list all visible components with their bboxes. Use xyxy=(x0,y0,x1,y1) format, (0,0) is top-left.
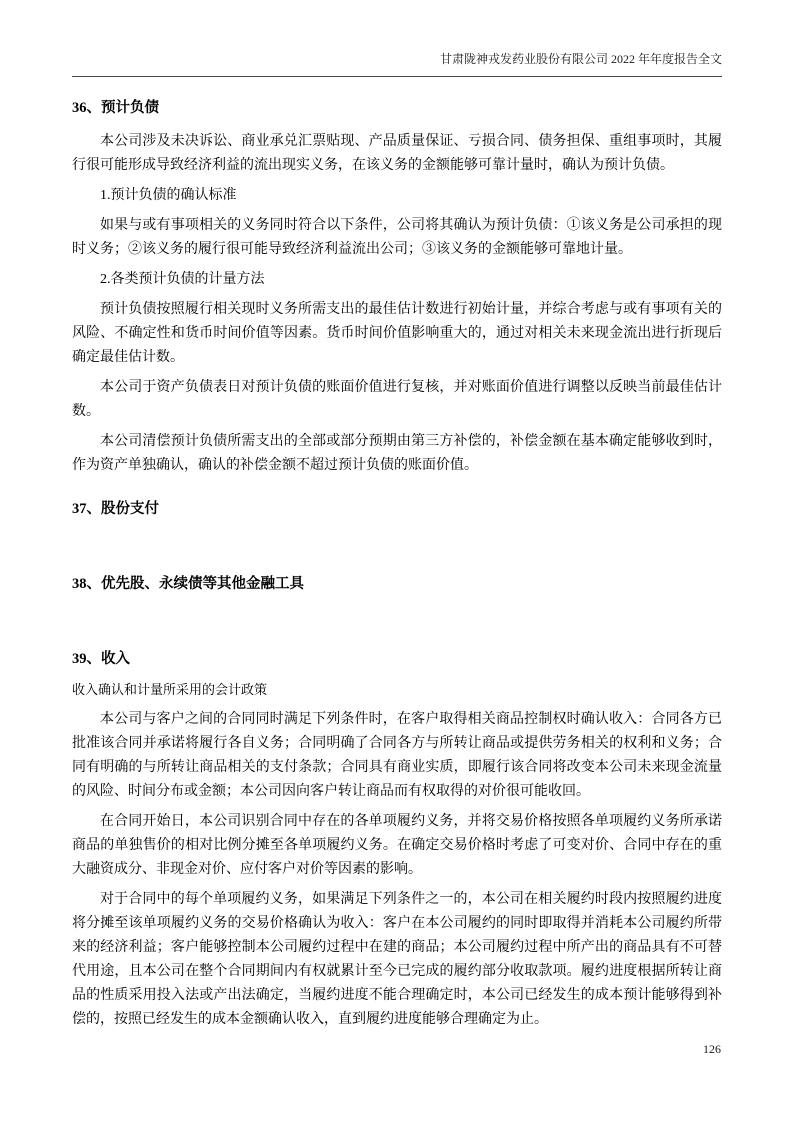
section-38-heading: 38、优先股、永续债等其他金融工具 xyxy=(72,576,304,592)
section-36-subitem-1: 1.预计负债的确认标准 xyxy=(100,188,237,203)
section-36 xyxy=(72,99,722,478)
section-36-heading: 36、预计负债 xyxy=(72,100,159,116)
section-39-paragraph-3: 对于合同中的每个单项履约义务，如果满足下列条件之一的，本公司在相关履约时段内按照履约进度将分摊至该单项履约义务的交易价格确认为收入：客户在本公司履约的同时即取得并消耗本公司履约所带来的经济利益；客户能够控制本公司履约过程中在建的商品；本公司履约过程中所产出的商品具有不可替代用途，且本公司在整个合同期间内有权就累计至今已完成的履约部分收取款项。履约进度根据所转让商品的性质采用投入法或产出法确定，当履约进度不能合理确定时，本公司已经发生的成本预计能够得到补偿的，按照已经发生的成本金额确认收入，直到履约进度能够合理确定为止。 xyxy=(72,892,722,1027)
page-header xyxy=(72,50,722,77)
section-39 xyxy=(72,650,722,1032)
section-37 xyxy=(72,500,722,519)
section-36-paragraph-5: 本公司清偿预计负债所需支出的全部或部分预期由第三方补偿的，补偿金额在基本确定能够收到时，作为资产单独确认，确认的补偿金额不超过预计负债的账面价值。 xyxy=(72,434,722,473)
section-39-paragraph-2: 在合同开始日，本公司识别合同中存在的各单项履约义务，并将交易价格按照各单项履约义务所承诺商品的单独售价的相对比例分摊至各单项履约义务。在确定交易价格时考虑了可变对价、合同中存在的重大融资成分、非现金对价、应付客户对价等因素的影响。 xyxy=(72,814,722,877)
section-36-paragraph-1: 本公司涉及未决诉讼、商业承兑汇票贴现、产品质量保证、亏损合同、债务担保、重组事项时，其履行很可能形成导致经济利益的流出现实义务，在该义务的金额能够可靠计量时，确认为预计负债。 xyxy=(72,134,722,173)
page-header-title: 甘肃陇神戎发药业股份有限公司 2022 年年度报告全文 xyxy=(439,52,722,66)
section-36-subitem-2: 2.各类预计负债的计量方法 xyxy=(100,272,265,287)
section-39-heading: 39、收入 xyxy=(72,651,130,667)
page-number: 126 xyxy=(703,1042,721,1056)
section-37-heading: 37、股份支付 xyxy=(72,501,159,517)
section-36-paragraph-4: 本公司于资产负债表日对预计负债的账面价值进行复核，并对账面价值进行调整以反映当前最佳估计数。 xyxy=(72,380,722,419)
section-39-paragraph-1: 本公司与客户之间的合同同时满足下列条件时，在客户取得相关商品控制权时确认收入：合同各方已批准该合同并承诺将履行各自义务；合同明确了合同各方与所转让商品或提供劳务相关的权利和义务；合同有明确的与所转让商品相关的支付条款；合同具有商业实质，即履行该合同将改变本公司未来现金流量的风险、时间分布或金额；本公司因向客户转让商品而有权取得的对价很可能收回。 xyxy=(72,712,722,799)
section-36-paragraph-3: 预计负债按照履行相关现时义务所需支出的最佳估计数进行初始计量，并综合考虑与或有事项有关的风险、不确定性和货币时间价值等因素。货币时间价值影响重大的，通过对相关未来现金流出进行折现后确定最佳估计数。 xyxy=(72,302,722,365)
section-36-paragraph-2: 如果与或有事项相关的义务同时符合以下条件，公司将其确认为预计负债：①该义务是公司承担的现时义务；②该义务的履行很可能导致经济利益流出公司；③该义务的金额能够可靠地计量。 xyxy=(72,218,722,257)
revenue-policy-label: 收入确认和计量所采用的会计政策 xyxy=(72,682,268,697)
section-38 xyxy=(72,575,722,594)
